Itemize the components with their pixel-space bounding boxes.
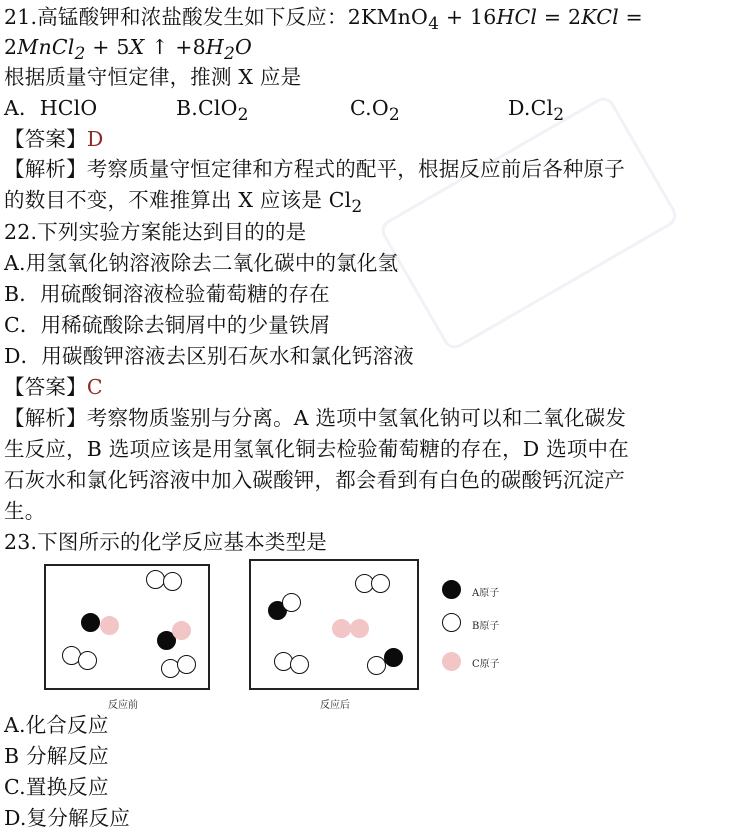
eq-sub-4: 4	[428, 14, 440, 35]
eq-arrow-plus8: ↑ +8	[144, 35, 206, 59]
q23-option-b[interactable]: B 分解反应	[4, 744, 109, 768]
legend-atom-a-label: A原子	[472, 588, 500, 599]
eq-mncl: MnCl	[17, 35, 75, 59]
legend-atom-c-label: C原子	[472, 659, 500, 670]
legend-atom-b-label: B原子	[472, 621, 500, 632]
q22-option-b[interactable]: B．用硫酸铜溶液检验葡萄糖的存在	[4, 282, 330, 306]
legend-atom-c-icon	[442, 652, 461, 671]
eq-equals2: = 2	[537, 5, 582, 29]
atom-a-icon	[384, 648, 403, 667]
q21-equation-part2	[4, 35, 253, 65]
eq-x: X	[129, 35, 145, 59]
q22-explanation-line1: 【解析】考察物质鉴别与分离。A 选项中氢氧化钠可以和二氧化碳发	[4, 406, 627, 430]
q21-explanation-sub: 2	[351, 197, 363, 218]
before-reaction-box	[44, 564, 210, 690]
atom-b-icon	[371, 574, 390, 593]
answer-label: 【答案】	[4, 375, 87, 399]
caption-after: 反应后	[320, 700, 350, 711]
caption-before: 反应前	[108, 700, 138, 711]
q22-answer	[4, 372, 103, 403]
eq-sub-2a: 2	[74, 44, 86, 65]
atom-c-icon	[332, 619, 351, 638]
q22-explanation-line3: 石灰水和氯化钙溶液中加入碳酸钾，都会看到有白色的碳酸钙沉淀产	[4, 468, 625, 492]
q21-stem-line2	[4, 32, 252, 63]
reaction-diagram	[0, 556, 732, 711]
q21-option-b[interactable]	[176, 93, 249, 131]
q21-stem-text: 21.高锰酸钾和浓盐酸发生如下反应：	[4, 5, 348, 29]
q23-option-c[interactable]: C.置换反应	[4, 775, 109, 799]
q21-options	[4, 93, 724, 124]
q23-stem: 23.下图所示的化学反应基本类型是	[4, 530, 328, 554]
q21-answer	[4, 124, 103, 155]
q21-stem-line3: 根据质量守恒定律，推测 X 应是	[4, 65, 302, 89]
eq-kcl: KCl	[581, 5, 619, 29]
atom-c-icon	[350, 619, 369, 638]
q21-equation-part1	[347, 5, 643, 35]
watermark-stamp	[377, 93, 680, 352]
atom-b-icon	[282, 593, 301, 612]
atom-c-icon	[172, 621, 191, 640]
atom-c-icon	[100, 616, 119, 635]
q21-option-d[interactable]	[508, 93, 564, 131]
eq-sub-2b: 2	[223, 44, 236, 65]
q22-option-a[interactable]: A.用氢氧化钠溶液除去二氧化碳中的氯化氢	[4, 251, 399, 275]
eq-kmno: 2KMnO	[347, 5, 429, 29]
q21-option-d-text: D.Cl	[508, 96, 554, 120]
eq-h: H	[205, 35, 224, 59]
q23-option-a[interactable]: A.化合反应	[4, 713, 109, 737]
after-reaction-box	[249, 559, 419, 690]
q22-explanation-line2: 生反应，B 选项应该是用氢氧化铜去检验葡萄糖的存在，D 选项中在	[4, 437, 629, 461]
q22-stem: 22.下列实验方案能达到目的的是	[4, 220, 307, 244]
legend-atom-b-icon	[442, 613, 461, 632]
eq-coef-2: 2	[4, 35, 18, 59]
atom-a-icon	[81, 613, 100, 632]
q21-option-b-text: B.ClO	[176, 96, 238, 120]
q22-explanation-line4: 生。	[4, 499, 46, 523]
eq-hcl: HCl	[496, 5, 538, 29]
q21-explanation-text: 的数目不变，不难推算出 X 应该是 Cl	[4, 188, 352, 212]
q21-explanation-line2	[4, 185, 362, 216]
answer-letter: C	[86, 375, 103, 399]
atom-b-icon	[290, 655, 309, 674]
q21-option-c[interactable]	[350, 93, 400, 131]
answer-label: 【答案】	[4, 127, 87, 151]
q21-option-b-sub: 2	[237, 105, 249, 126]
q21-option-c-text: C.O	[350, 96, 389, 120]
q22-option-c[interactable]: C．用稀硫酸除去铜屑中的少量铁屑	[4, 313, 331, 337]
q23-option-d[interactable]: D.复分解反应	[4, 806, 131, 830]
eq-plus16: + 16	[439, 5, 497, 29]
q21-option-c-sub: 2	[388, 105, 400, 126]
q21-stem-line1	[4, 2, 643, 33]
atom-b-icon	[78, 651, 97, 670]
legend-atom-a-icon	[442, 580, 461, 599]
q21-option-d-sub: 2	[553, 105, 565, 126]
atom-b-icon	[177, 655, 196, 674]
q21-option-a[interactable]: A．HClO	[4, 96, 98, 120]
q21-explanation-line1: 【解析】考察质量守恒定律和方程式的配平，根据反应前后各种原子	[4, 157, 625, 181]
answer-letter: D	[86, 127, 104, 151]
eq-equals: =	[618, 5, 643, 29]
atom-b-icon	[163, 572, 182, 591]
q22-option-d[interactable]: D．用碳酸钾溶液去区别石灰水和氯化钙溶液	[4, 344, 414, 368]
eq-o: O	[235, 35, 253, 59]
eq-plus5: + 5	[85, 35, 130, 59]
